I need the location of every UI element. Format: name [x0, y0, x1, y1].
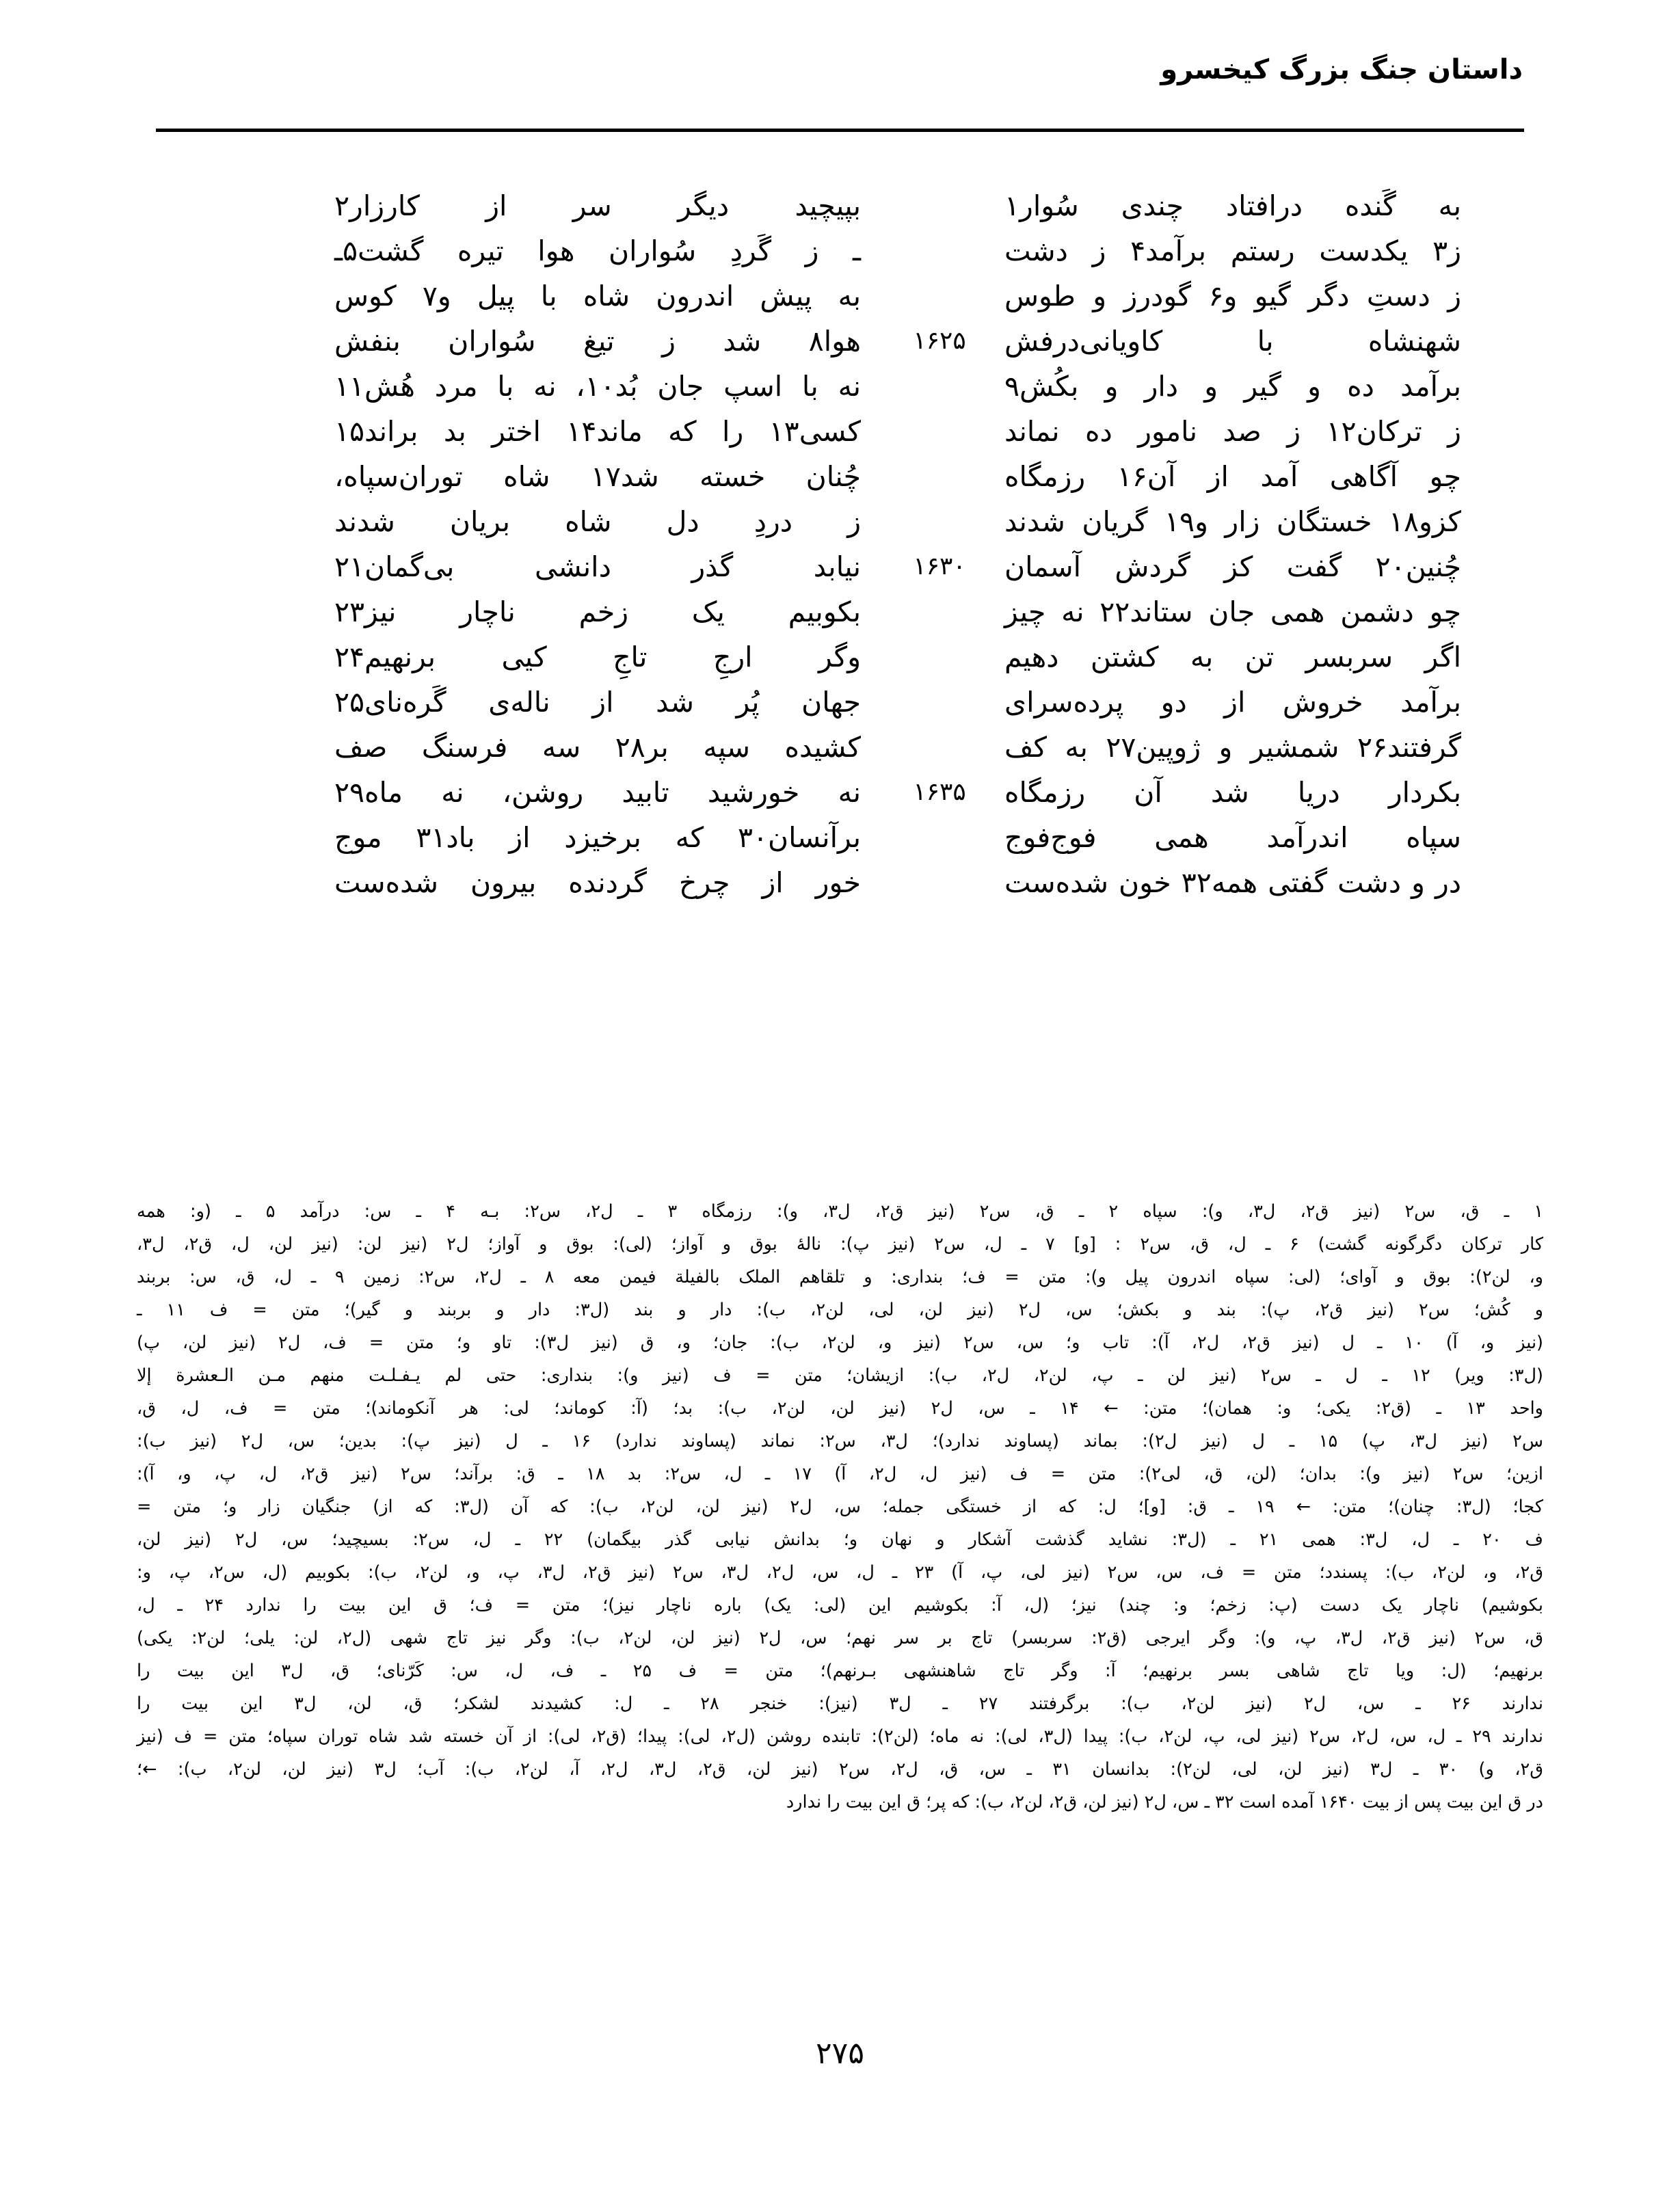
verse-row	[156, 860, 1524, 905]
hemistich-right-text: شهنشاه با کاویانی‌درفش	[1004, 325, 1461, 358]
verse-row	[156, 228, 1524, 273]
apparatus-line: (ل۳: ویر) ۱۲ ـ ل ـ س۲ (نیز لن ـ پ، لن۲، ل۲، ب): ازیشان؛ متن = ف (نیز و): بنداری: حتی لم یـفـلـت منهم مـن الـعشرة إلا	[137, 1365, 1543, 1386]
hemistich-right	[1004, 634, 1524, 680]
apparatus-line: ف ۲۰ ـ ل، ل۳: همی ۲۱ ـ (ل۳: نشاید گذشت آشکار و نهان و؛ بدانش نیابی گذر بیگمان) ۲۲ ـ ل، س۲: بسیچید؛ س، ل۲ (نیز لن،	[137, 1529, 1543, 1550]
hemistich-right-text: به گَنده درافتاد چندی سُوار۱	[1004, 189, 1461, 222]
apparatus-line: ندارند ۲۶ ـ س، ل۲ (نیز لن۲، ب): برگرفتند ۲۷ ـ ل۳ (نیز): خنجر ۲۸ ـ ل: کشیدند لشکر؛ ق، لن، ل۳ این بیت را	[137, 1693, 1544, 1714]
hemistich-left-text: ز دردِ دل شاه بریان شدند	[334, 505, 861, 538]
hemistich-left	[328, 544, 875, 589]
hemistich-left	[328, 319, 875, 364]
hemistich-left-text: بپیچید دیگر سر از کارزار۲	[334, 189, 861, 222]
hemistich-right	[1004, 860, 1524, 905]
verse-row	[156, 364, 1524, 409]
hemistich-right	[1004, 364, 1524, 409]
hemistich-left-text: کسی۱۳ را که ماند۱۴ اختر بد براند۱۵	[334, 415, 861, 448]
hemistich-right-text: بکردار دریا شد آن رزمگاه	[1004, 776, 1461, 809]
verse-row	[156, 589, 1524, 634]
hemistich-right	[1004, 454, 1524, 499]
hemistich-right	[1004, 544, 1524, 589]
hemistich-left	[328, 589, 875, 634]
hemistich-left	[328, 815, 875, 860]
hemistich-left	[328, 364, 875, 409]
verse-block	[156, 183, 1524, 905]
hemistich-left	[328, 860, 875, 905]
hemistich-left	[328, 770, 875, 815]
apparatus-line: در ق این بیت پس از بیت ۱۶۴۰ آمده است ۳۲ ـ س، ل۲ (نیز لن، ق۲، لن۲، ب): که پر؛ ق این بیت را ندارد	[786, 1792, 1543, 1812]
verse-row	[156, 454, 1524, 499]
hemistich-left	[328, 228, 875, 273]
hemistich-right-text: چو آگاهی آمد از آن۱۶ رزمگاه	[1004, 460, 1461, 493]
hemistich-right	[1004, 319, 1524, 364]
hemistich-right	[1004, 680, 1524, 725]
hemistich-right-text: در و دشت گفتی همه۳۲ خون شده‌ست	[1004, 866, 1462, 899]
verse-row	[156, 544, 1524, 589]
hemistich-left-text: خور از چرخ گردنده بیرون شده‌ست	[334, 866, 861, 899]
apparatus-line: ازین؛ س۲ (نیز و): بدان؛ (لن، ق، لی۲): متن = ف (نیز ل، ل۲، آ) ۱۷ ـ ل، س۲: بد ۱۸ ـ ق: برآند؛ س۲ (نیز ق۲، ل، پ، و، آ):	[137, 1464, 1543, 1484]
hemistich-right-text: ز۳ یکدست رستم برآمد۴ ز دشت	[1004, 234, 1461, 267]
verse-number: ۱۶۲۵	[913, 327, 966, 355]
hemistich-left-text: ـ ز گَردِ سُواران هوا تیره گشت۵ـ	[334, 234, 861, 267]
hemistich-left	[328, 454, 875, 499]
hemistich-left-text: نه با اسپ جان بُد۱۰، نه با مرد هُش۱۱	[334, 370, 861, 403]
hemistich-right	[1004, 273, 1524, 319]
critical-apparatus	[137, 1195, 1543, 1819]
hemistich-right	[1004, 228, 1524, 273]
apparatus-line: و کُش؛ س۲ (نیز ق۲، پ): بند و بکش؛ س، ل۲ (نیز لن، لی، لن۲، ب): دار و بند (ل۳: دار و بربند و گیر)؛ متن = ف ۱۱ ـ	[137, 1300, 1543, 1320]
apparatus-line: کار ترکان دگرگونه گشت) ۶ ـ ل، ق، س۲ : [و] ۷ ـ ل، س۲ (نیز پ): نالهٔ بوق و آواز؛ (لی): بوق و آواز؛ ل۲ (نیز لن: (نیز لن، ل، ق۲، ل۳،	[137, 1234, 1543, 1255]
verse-row	[156, 319, 1524, 364]
hemistich-left-text: هوا۸ شد ز تیغ سُواران بنفش	[334, 325, 861, 358]
hemistich-left-text: جهان پُر شد از ناله‌ی گَره‌نای۲۵	[334, 686, 861, 719]
hemistich-left-text: نه خورشید تابید روشن، نه ماه۲۹	[334, 776, 861, 809]
hemistich-right-text: کزو۱۸ خستگان زار و۱۹ گریان شدند	[1004, 505, 1461, 538]
apparatus-line: برنهیم؛ (ل: ویا تاج شاهی بسر برنهیم؛ آ: وگر تاج شاهنشهی بـرنهم)؛ متن = ف ۲۵ ـ ف، ل، س: کَرّنای؛ ق، ل۳ این بیت را	[137, 1661, 1543, 1681]
hemistich-left	[328, 499, 875, 544]
hemistich-right-text: گرفتند۲۶ شمشیر و ژوپین۲۷ به کف	[1004, 731, 1461, 764]
verse-number: ۱۶۳۰	[913, 552, 966, 580]
hemistich-left	[328, 634, 875, 680]
hemistich-right-text: اگر سربسر تن به کشتن دهیم	[1004, 641, 1461, 673]
hemistich-right	[1004, 770, 1524, 815]
apparatus-line: کجا؛ (ل۳: چنان)؛ متن: ← ۱۹ ـ ق: [و]؛ ل: که از خستگی جمله؛ س، ل۲ (نیز لن، لن۲، ب): که آن (ل۳: که از) جنگیان زار و؛ متن =	[137, 1497, 1543, 1517]
hemistich-left	[328, 680, 875, 725]
hemistich-right	[1004, 589, 1524, 634]
hemistich-left-text: چُنان خسته شد۱۷ شاه توران‌سپاه،	[334, 460, 861, 493]
hemistich-left-text: نیابد گذر دانشی بی‌گمان۲۱	[334, 550, 861, 583]
hemistich-left	[328, 409, 875, 454]
verse-row	[156, 183, 1524, 228]
hemistich-left-text: وگر ارجِ تاجِ کیی برنهیم۲۴	[334, 641, 861, 673]
apparatus-line: ۱ ـ ق، س۲ (نیز ق۲، ل۳، و): سپاه ۲ ـ ق، س۲ (نیز ق۲، ل۳، و): رزمگاه ۳ ـ ل۲، س۲: بـه ۴ ـ س: درآمد ۵ ـ (و: همه	[137, 1201, 1544, 1222]
hemistich-left-text: برآنسان۳۰ که برخیزد از باد۳۱ موج	[334, 821, 861, 854]
hemistich-left-text: به پیش اندرون شاه با پیل و۷ کوس	[334, 280, 861, 312]
hemistich-left	[328, 725, 875, 770]
hemistich-right	[1004, 725, 1524, 770]
header-rule	[156, 129, 1524, 132]
hemistich-left-text: بکوبیم یک زخم ناچار نیز۲۳	[334, 595, 861, 628]
hemistich-right	[1004, 409, 1524, 454]
verse-row	[156, 273, 1524, 319]
hemistich-right-text: چُنین۲۰ گفت کز گردش آسمان	[1004, 550, 1461, 583]
hemistich-right	[1004, 815, 1524, 860]
verse-number: ۱۶۳۵	[913, 778, 966, 806]
hemistich-right-text: ز دستِ دگر گیو و۶ گودرز و طوس	[1004, 280, 1461, 312]
hemistich-left-text: کشیده سپه بر۲۸ سه فرسنگ صف	[334, 731, 861, 764]
hemistich-right-text: چو دشمن همی جان ستاند۲۲ نه چیز	[1004, 595, 1462, 628]
verse-row	[156, 725, 1524, 770]
apparatus-line: (نیز و، آ) ۱۰ ـ ل (نیز ق۲، ل۲، آ): تاب و؛ س، س۲ (نیز و، لن۲، ب): جان؛ و، ق (نیز ل۳): تاو و؛ متن = ف، ل۲ (نیز لن، پ)	[137, 1332, 1543, 1353]
apparatus-line: ق، س۲ (نیز ق۲، ل۳، پ، و): وگر ایرجی (ق۲: سربسر) تاج بر سر نهم؛ س، ل۲ (نیز لن، لن۲، ب): وگر نیز تاج شهی (ل۲، لن: یلی؛ لن۲: یکی)	[137, 1628, 1543, 1648]
verse-row	[156, 634, 1524, 680]
hemistich-right-text: برآمد ده و گیر و دار و بکُش۹	[1004, 370, 1461, 403]
apparatus-line: ق۲، و) ۳۰ ـ ل۳ (نیز لن، لی، لن۲): بدانسان ۳۱ ـ س، ق، ل۲، س۲ (نیز لن، ق۲، ل۳، ل۲، آ، لن۲، ب): آب؛ ل۳ (نیز لن، لن۲، ب): ←؛	[137, 1759, 1543, 1780]
hemistich-right-text: ز ترکان۱۲ ز صد نامور ده نماند	[1004, 415, 1461, 448]
hemistich-right	[1004, 183, 1524, 228]
folio-page-number: ۲۷۵	[816, 2036, 864, 2071]
hemistich-right-text: برآمد خروش از دو پرده‌سرای	[1004, 686, 1461, 719]
apparatus-line: ندارند ۲۹ ـ ل، س، ل۲، س۲ (نیز لی، پ، لن۲، ب): پیدا (ل۳، لی): نه ماه؛ (لن۲): تابنده روشن (ل۲، لی): پیدا؛ (ق۲، لی): از آن خسته شد شاه توران سپاه؛ متن = ف (نیز	[137, 1726, 1543, 1747]
running-header-title: داستان جنگ بزرگ کیخسرو	[1160, 54, 1523, 85]
hemistich-left	[328, 183, 875, 228]
verse-row	[156, 815, 1524, 860]
verse-row	[156, 680, 1524, 725]
verse-row	[156, 770, 1524, 815]
apparatus-line: ق۲، و، لن۲، ب): پسندد؛ متن = ف، س، س۲ (نیز لی، پ، آ) ۲۳ ـ ل، س، ل۲، ل۳، س۲ (نیز ق۲، ل۳، پ، و، لن۲، ب): بکوبیم (ل، س۲، پ، و:	[137, 1562, 1543, 1583]
verse-row	[156, 409, 1524, 454]
hemistich-right	[1004, 499, 1524, 544]
apparatus-line: بکوشیم) ناچار یک دست (پ: زخم؛ و: چند) نیز؛ (ل، آ: بکوشیم این (لی: یک) باره ناچار نیز)؛ متن = ف؛ ق این بیت را ندارد ۲۴ ـ ل،	[137, 1595, 1543, 1616]
apparatus-line: س۲ (نیز ل۳، پ) ۱۵ ـ ل (نیز ل۲): بماند (پساوند ندارد)؛ ل۳، س۲: نماند (پساوند ندارد) ۱۶ ـ ل (نیز پ): بدین؛ س، ل۲ (نیز ب):	[137, 1431, 1544, 1451]
apparatus-line: و، لن۲): بوق و آوای؛ (لی: سپاه اندرون پیل و): متن = ف؛ بنداری: و تلقاهم الملک بالفیلة فیمن معه ۸ ـ ل۲، س۲: زمین ۹ ـ ل، ق، س: بربند	[137, 1267, 1543, 1287]
hemistich-left	[328, 273, 875, 319]
apparatus-line: واحد ۱۳ ـ (ق۲: یکی؛ و: همان)؛ متن: ← ۱۴ ـ س، ل۲ (نیز لن، لن۲، ب): بد؛ (آ: کوماند؛ لی: هر آنکوماند)؛ متن = ف، ل، ق،	[137, 1398, 1543, 1419]
verse-row	[156, 499, 1524, 544]
hemistich-right-text: سپاه اندرآمد همی فوج‌فوج	[1004, 821, 1461, 854]
